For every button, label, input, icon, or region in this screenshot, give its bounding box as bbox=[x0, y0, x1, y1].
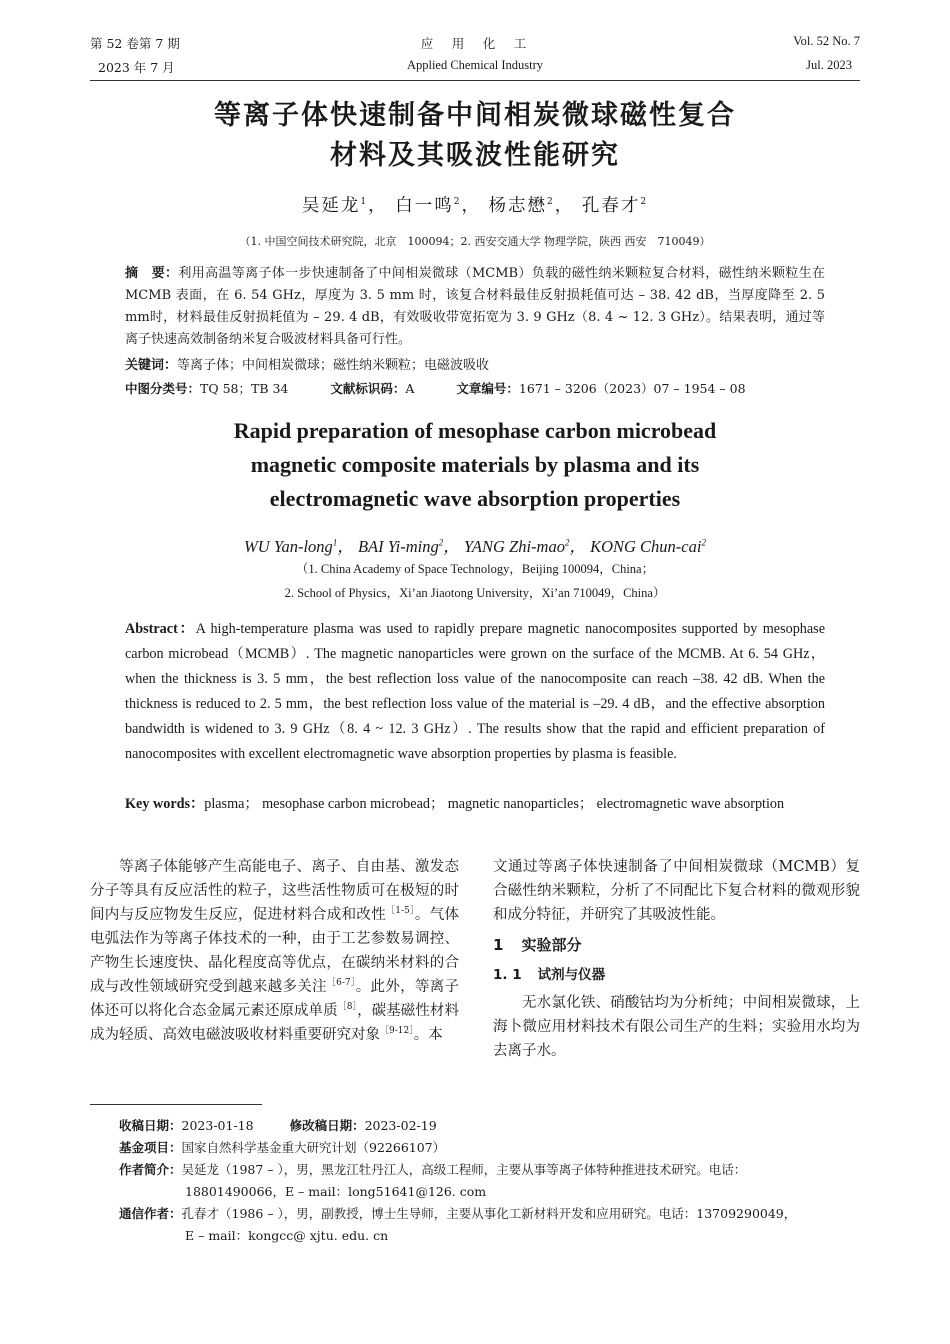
author-bio-label: 作者简介： bbox=[119, 1162, 182, 1177]
intro-paragraph bbox=[90, 855, 459, 1047]
text-segment: 。本 bbox=[413, 1027, 443, 1043]
author-name: 杨志懋 bbox=[488, 196, 548, 216]
citation: ［1-5］ bbox=[386, 906, 415, 917]
abstract-cn bbox=[125, 263, 825, 351]
header-date-cn: 2023 年 7 月 bbox=[98, 60, 175, 75]
fund-label: 基金项目： bbox=[119, 1140, 182, 1155]
keywords-en-text: plasma； mesophase carbon microbead； magnetic nanoparticles； electromagnetic wave absorption bbox=[204, 796, 785, 812]
author-sep: ， bbox=[554, 196, 575, 216]
author-affil-mark: 2 bbox=[564, 537, 570, 548]
author-name-en: KONG Chun-cai bbox=[590, 537, 702, 556]
subsection-heading bbox=[493, 963, 860, 987]
text-segment: 等离子体能够产生高能电子、离子、自由基、激发态分子等具有反应活性的粒子，这些活性物质可在极短的时间内与反应物发生反应，促进材料合成和改性 bbox=[90, 859, 459, 923]
revised-label: 修改稿日期： bbox=[289, 1118, 365, 1133]
header-volume-en: Vol. 52 No. 7 bbox=[793, 34, 860, 48]
footnote-dates bbox=[119, 1115, 437, 1137]
clc-label: 中图分类号： bbox=[125, 381, 201, 396]
section-title: 实验部分 bbox=[521, 936, 582, 954]
intro-paragraph-continued: 文通过等离子体快速制备了中间相炭微球（MCMB）复合磁性纳米颗粒，分析了不同配比下复合材料的微观形貌和成分特征，并研究了其吸波性能。 bbox=[493, 859, 860, 923]
authors-cn bbox=[0, 192, 950, 217]
keywords-cn bbox=[125, 355, 825, 377]
affiliation-cn: （1. 中国空间技术研究院，北京 100094；2. 西安交通大学 物理学院，陕西 西安 710049） bbox=[239, 235, 711, 248]
article-no-value: 1671 – 3206（2023）07 – 1954 – 08 bbox=[518, 381, 746, 396]
author-affil-mark: 1 bbox=[332, 537, 338, 548]
article-no-label: 文章编号： bbox=[456, 381, 519, 396]
abstract-cn-text: 利用高温等离子体一步快速制备了中间相炭微球（MCMB）负载的磁性纳米颗粒复合材料，磁性纳米颗粒生在 MCMB 表面，在 6. 54 GHz，厚度为 3. 5 mm 时，该复合材料最佳反射损耗值可达 – 38. 42 dB，当厚度降至 2. 5 mm时，材料最佳反射损耗值为 – 29. 4 dB，有效吸收带宽拓宽为 3. 9 GHz（8. 4 ~ 12. 3 GHz）。结果表明，通过等离子快速高效制备纳米复合吸波材料具备可行性。 bbox=[125, 266, 825, 347]
author-name-en: WU Yan-long bbox=[244, 537, 333, 556]
footnote-corresponding bbox=[119, 1203, 864, 1247]
header-date-en: Jul. 2023 bbox=[806, 58, 852, 72]
author-sep: ， bbox=[337, 537, 354, 556]
title-en-line: Rapid preparation of mesophase carbon microbead bbox=[233, 418, 717, 443]
citation: ［8］ bbox=[337, 1002, 358, 1013]
keywords-en bbox=[125, 792, 825, 817]
header-rule bbox=[90, 80, 860, 81]
section-heading bbox=[493, 933, 860, 957]
footnote-fund bbox=[119, 1137, 445, 1159]
received-date: 2023-01-18 bbox=[181, 1118, 254, 1133]
author-affil-mark: 2 bbox=[453, 197, 462, 208]
author-name: 白一鸣 bbox=[395, 196, 454, 216]
author-name: 吴延龙 bbox=[301, 196, 361, 216]
fund-value: 国家自然科学基金重大研究计划（92266107） bbox=[181, 1140, 446, 1155]
header-volume: 第 52 卷第 7 期 bbox=[90, 36, 180, 51]
title-en-line: electromagnetic wave absorption properties bbox=[269, 486, 681, 511]
citation: ［6-7］ bbox=[326, 978, 356, 989]
corresponding-text: 孔春才（1986 – ），男，副教授，博士生导师，主要从事化工新材料开发和应用研究。电话：13709290049， bbox=[181, 1206, 797, 1221]
title-en-line: magnetic composite materials by plasma and its bbox=[250, 452, 700, 477]
author-name: 孔春才 bbox=[581, 196, 641, 216]
footnote-rule bbox=[90, 1104, 262, 1105]
author-name-en: YANG Zhi-mao bbox=[463, 537, 565, 556]
doc-code-label: 文献标识码： bbox=[330, 381, 406, 396]
author-affil-mark: 2 bbox=[547, 197, 555, 208]
title-cn-line: 材料及其吸波性能研究 bbox=[330, 140, 620, 171]
body-left-column bbox=[90, 855, 459, 1047]
author-contact: 18801490066，E – mail：long51641@126. com bbox=[185, 1184, 487, 1199]
authors-en bbox=[0, 533, 950, 557]
abstract-en bbox=[125, 617, 825, 767]
author-sep: ， bbox=[461, 196, 481, 216]
doc-code-value: A bbox=[405, 381, 415, 396]
author-affil-mark: 2 bbox=[640, 197, 649, 208]
author-sep: ， bbox=[368, 196, 388, 216]
revised-date: 2023-02-19 bbox=[364, 1118, 437, 1133]
author-affil-mark: 2 bbox=[438, 537, 444, 548]
abstract-en-label: Abstract： bbox=[125, 621, 196, 637]
citation: ［9-12］ bbox=[380, 1026, 414, 1037]
author-affil-mark: 2 bbox=[701, 537, 706, 548]
corresponding-label: 通信作者： bbox=[119, 1206, 182, 1221]
journal-name-en: Applied Chemical Industry bbox=[406, 58, 544, 72]
clc-value: TQ 58；TB 34 bbox=[200, 381, 289, 396]
materials-paragraph: 无水氯化铁、硝酸钴均为分析纯；中间相炭微球，上海卜微应用材料技术有限公司生产的生料；实验用水均为去离子水。 bbox=[493, 995, 860, 1059]
journal-name-cn: 应 用 化 工 bbox=[420, 36, 530, 51]
author-sep: ， bbox=[569, 537, 586, 556]
subsection-number: 1. 1 bbox=[493, 967, 522, 983]
corresponding-contact: E – mail：kongcc@ xjtu. edu. cn bbox=[185, 1228, 389, 1243]
keywords-en-label: Key words： bbox=[125, 796, 205, 812]
affiliation-en-line: （1. China Academy of Space Technology，Beijing 100094，China； bbox=[295, 562, 655, 576]
keywords-cn-label: 关键词： bbox=[125, 358, 178, 373]
title-cn bbox=[0, 96, 950, 176]
author-bio-text: 吴延龙（1987 – ），男，黑龙江牡丹江人，高级工程师，主要从事等离子体特种推进技术研究。电话： bbox=[181, 1162, 747, 1177]
title-cn-line: 等离子体快速制备中间相炭微球磁性复合 bbox=[214, 100, 736, 131]
title-en bbox=[0, 414, 950, 516]
body-right-column bbox=[493, 855, 860, 1063]
footnote-author bbox=[119, 1159, 864, 1203]
abstract-en-text: A high-temperature plasma was used to rapidly prepare magnetic nanocomposites supported by mesophase carbon microbead（MCMB）. The magnetic nanoparticles were grown on the surface of the MCMB. At 6. 54 GHz，when the thickness is 3. 5 mm，the best reflection loss value of the nanocomposite can reach –38. 42 dB. When the thickness is reduced to 2. 5 mm，the best reflection loss value of the material is –29. 4 dB，and the effective absorption bandwidth is widened to 3. 9 GHz（8. 4 ~ 12. 3 GHz）. The results show that the rapid and efficient preparation of nanocomposites with excellent electromagnetic wave absorption properties by plasma is feasible. bbox=[125, 621, 825, 762]
text-segment: 。此外，等离子体还可以将化合态金属元素还原成单质 bbox=[90, 979, 460, 1019]
author-name-en: BAI Yi-ming bbox=[357, 537, 439, 556]
section-number: 1 bbox=[493, 936, 504, 954]
text-segment: ，碳基磁性材料成为轻质、高效电磁波吸收材料重要研究对象 bbox=[90, 1003, 460, 1043]
received-label: 收稿日期： bbox=[119, 1118, 182, 1133]
subsection-title: 试剂与仪器 bbox=[537, 967, 606, 983]
abstract-cn-label: 摘 要： bbox=[125, 266, 179, 281]
keywords-cn-text: 等离子体；中间相炭微球；磁性纳米颗粒；电磁波吸收 bbox=[177, 358, 490, 373]
affiliation-en-line: 2. School of Physics，Xi’an Jiaotong University，Xi’an 710049，China） bbox=[284, 586, 666, 600]
author-affil-mark: 1 bbox=[360, 197, 369, 208]
classification-line bbox=[125, 379, 746, 397]
author-sep: ， bbox=[443, 537, 460, 556]
text-segment: 。气体电弧法作为等离子体技术的一种，由于工艺参数易调控、产物生长速度快、晶化程度高等优点，在碳纳米材料的合成与改性领域研究受到越来越多关注 bbox=[90, 907, 460, 995]
